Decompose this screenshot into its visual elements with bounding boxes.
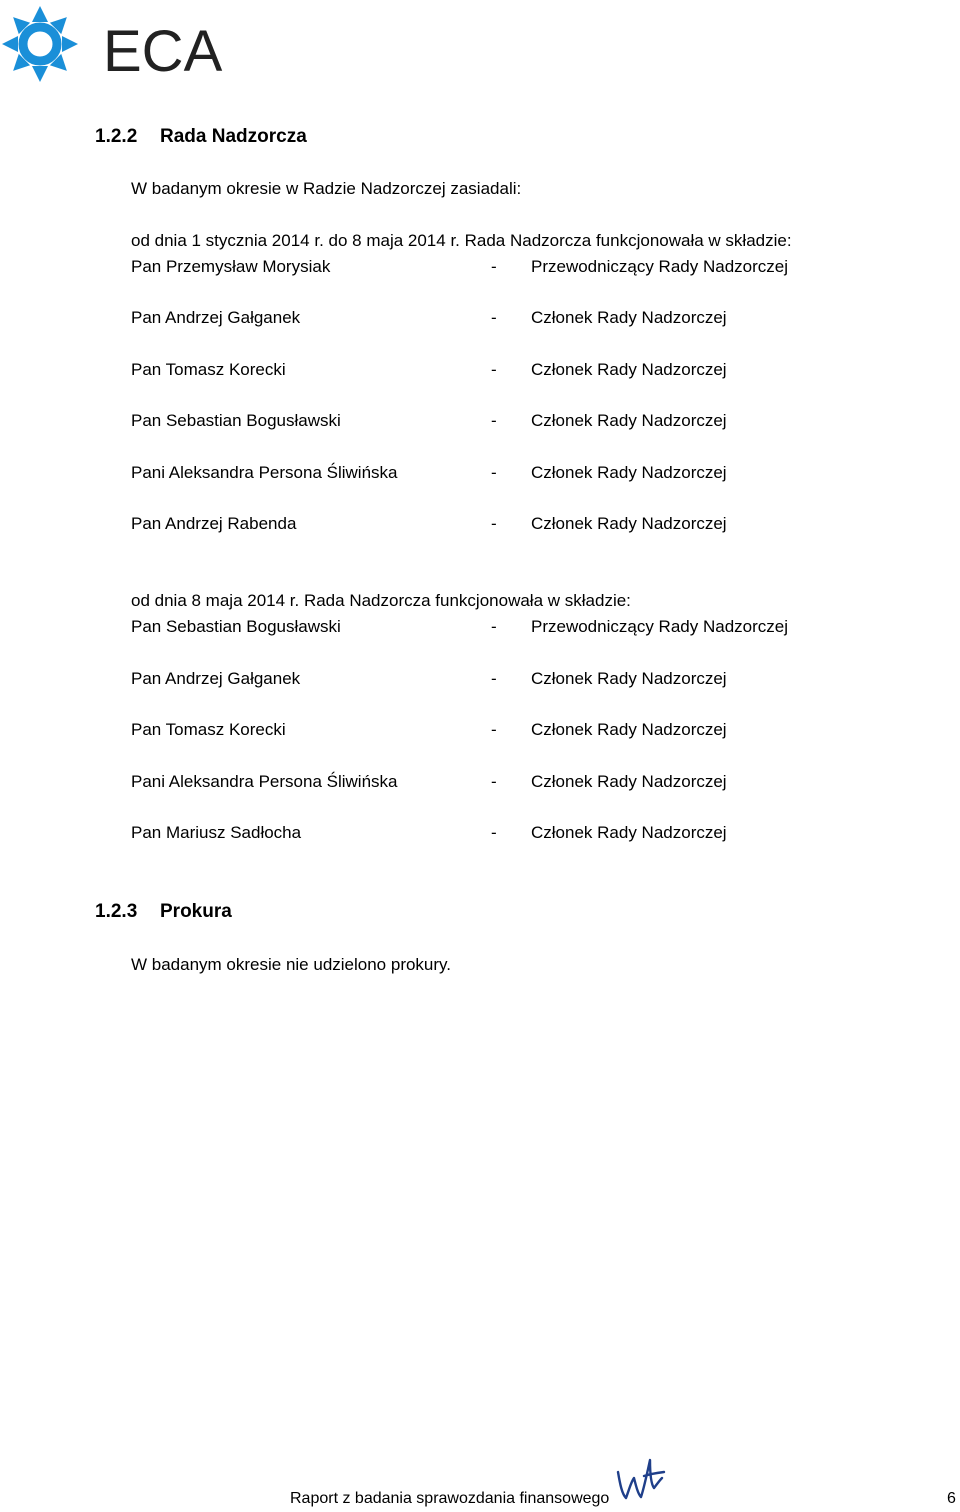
section-heading-prokura (95, 901, 232, 923)
member-role: Członek Rady Nadzorczej (531, 463, 727, 482)
intro-text: W badanym okresie w Radzie Nadzorczej zasiadali: (131, 179, 522, 198)
member-role: Przewodniczący Rady Nadzorczej (531, 617, 788, 636)
member-role: Członek Rady Nadzorczej (531, 669, 727, 688)
member-role: Członek Rady Nadzorczej (531, 308, 727, 327)
member-role: Członek Rady Nadzorczej (531, 360, 727, 379)
member-dash: - (491, 308, 497, 327)
member-name: Pan Andrzej Gałganek (131, 669, 301, 688)
logo-text: ECA (103, 19, 223, 84)
prokura-text: W badanym okresie nie udzielono prokury. (131, 955, 452, 974)
member-role: Członek Rady Nadzorczej (531, 823, 727, 842)
member-dash: - (491, 823, 497, 842)
section-heading-rada (95, 126, 307, 148)
page-number: 6 (947, 1490, 956, 1507)
member-role: Członek Rady Nadzorczej (531, 772, 727, 791)
member-name: Pani Aleksandra Persona Śliwińska (131, 772, 398, 791)
member-role: Członek Rady Nadzorczej (531, 411, 727, 430)
member-dash: - (491, 514, 497, 533)
section-title: Prokura (160, 901, 232, 922)
member-role: Przewodniczący Rady Nadzorczej (531, 257, 788, 276)
member-role: Członek Rady Nadzorczej (531, 720, 727, 739)
section-number: 1.2.3 (95, 901, 138, 922)
period-1-label: od dnia 1 stycznia 2014 r. do 8 maja 2014 r. Rada Nadzorcza funkcjonowała w składzie: (131, 231, 792, 250)
member-name: Pan Mariusz Sadłocha (131, 823, 302, 842)
member-name: Pan Tomasz Korecki (131, 360, 286, 379)
member-name: Pan Andrzej Gałganek (131, 308, 301, 327)
member-dash: - (491, 617, 497, 636)
member-name: Pan Sebastian Bogusławski (131, 617, 341, 636)
footer-text: Raport z badania sprawozdania finansowego (290, 1490, 610, 1507)
member-dash: - (491, 463, 497, 482)
member-name: Pani Aleksandra Persona Śliwińska (131, 463, 398, 482)
star-logo-icon (2, 6, 78, 82)
member-name: Pan Andrzej Rabenda (131, 514, 297, 533)
member-dash: - (491, 411, 497, 430)
section-title: Rada Nadzorcza (160, 126, 307, 147)
member-name: Pan Tomasz Korecki (131, 720, 286, 739)
eca-logo (0, 4, 240, 84)
member-dash: - (491, 257, 497, 276)
member-dash: - (491, 772, 497, 791)
member-dash: - (491, 669, 497, 688)
section-number: 1.2.2 (95, 126, 138, 147)
member-name: Pan Przemysław Morysiak (131, 257, 331, 276)
period-2-label: od dnia 8 maja 2014 r. Rada Nadzorcza funkcjonowała w składzie: (131, 591, 631, 610)
member-dash: - (491, 360, 497, 379)
member-role: Członek Rady Nadzorczej (531, 514, 727, 533)
member-name: Pan Sebastian Bogusławski (131, 411, 341, 430)
signature-icon (614, 1454, 666, 1507)
member-dash: - (491, 720, 497, 739)
